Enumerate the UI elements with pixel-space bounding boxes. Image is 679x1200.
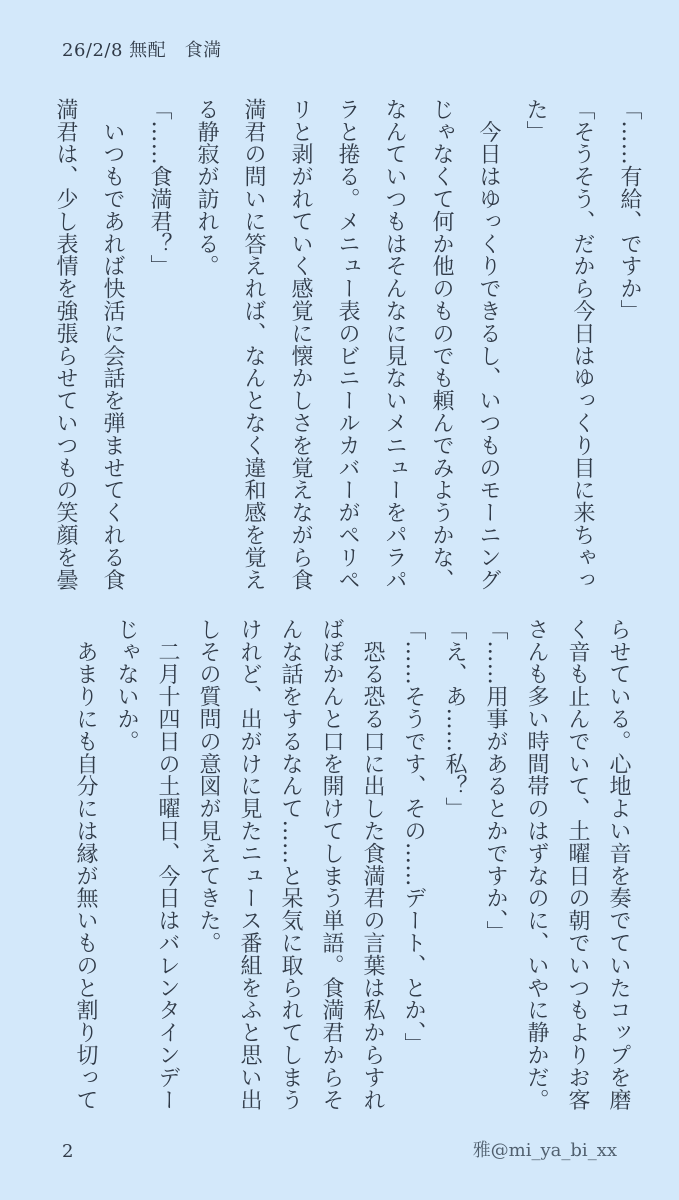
text-column: ラと捲る。メニュー表のビニールカバーがペリペ	[335, 98, 360, 591]
text-column: 満君は、少し表情を強張らせていつもの笑顔を曇	[53, 98, 78, 591]
text-column: く音も止んでいて、土曜日の朝でいつもよりお客	[565, 618, 590, 1111]
text-column: 恐る恐る口に出した食満君の言葉は私からすれ	[360, 618, 385, 1111]
text-block-bottom	[65, 618, 639, 1138]
text-column: なんていつもはそんなに見ないメニューをパラパ	[382, 98, 407, 591]
text-column: ばぽかんと口を開けてしまう単語。食満君からそ	[319, 618, 344, 1111]
text-column: 二月十四日の土曜日、今日はバレンタインデー	[155, 618, 180, 1111]
text-column: 「そうそう、だから今日はゆっくり目に来ちゃっ	[570, 98, 595, 591]
text-column: 「え、あ……私？」	[442, 618, 467, 820]
text-column: じゃなくて何か他のものでも頼んでみようかな、	[429, 98, 454, 591]
page-header: 26/2/8 無配 食満	[62, 40, 222, 61]
text-block-top	[42, 98, 653, 618]
text-column: あまりにも自分には縁が無いものと割り切って	[73, 618, 98, 1111]
text-column: 「……食満君？」	[147, 98, 172, 278]
text-column: 満君の問いに答えれば、なんとなく違和感を覚え	[241, 98, 266, 591]
text-column: んな話をするなんて……と呆気に取られてしまう	[278, 618, 303, 1111]
text-column: 「……有給、ですか」	[617, 98, 642, 322]
author-credit: 雅@mi_ya_bi_xx	[472, 1140, 617, 1161]
text-column: らせている。心地よい音を奏でていたコップを磨	[606, 618, 631, 1111]
text-column: けれど、出がけに見たニュース番組をふと思い出	[237, 618, 262, 1111]
text-column: さんも多い時間帯のはずなのに、いやに静かだ。	[524, 618, 549, 1111]
text-column: 「……そうです、その……デート、とか、」	[401, 618, 426, 1055]
page-number: 2	[62, 1141, 74, 1162]
text-column: る静寂が訪れる。	[194, 98, 219, 278]
text-column: 今日はゆっくりできるし、いつものモーニング	[476, 98, 501, 591]
text-column: た」	[523, 98, 548, 143]
text-column: リと剥がれていく感覚に懐かしさを覚えながら食	[288, 98, 313, 591]
text-column: いつもであれば快活に会話を弾ませてくれる食	[100, 98, 125, 591]
text-column: じゃないか。	[114, 618, 139, 753]
text-column: 「……用事があるとかですか、」	[483, 618, 508, 943]
text-column: しその質問の意図が見えてきた。	[196, 618, 221, 954]
